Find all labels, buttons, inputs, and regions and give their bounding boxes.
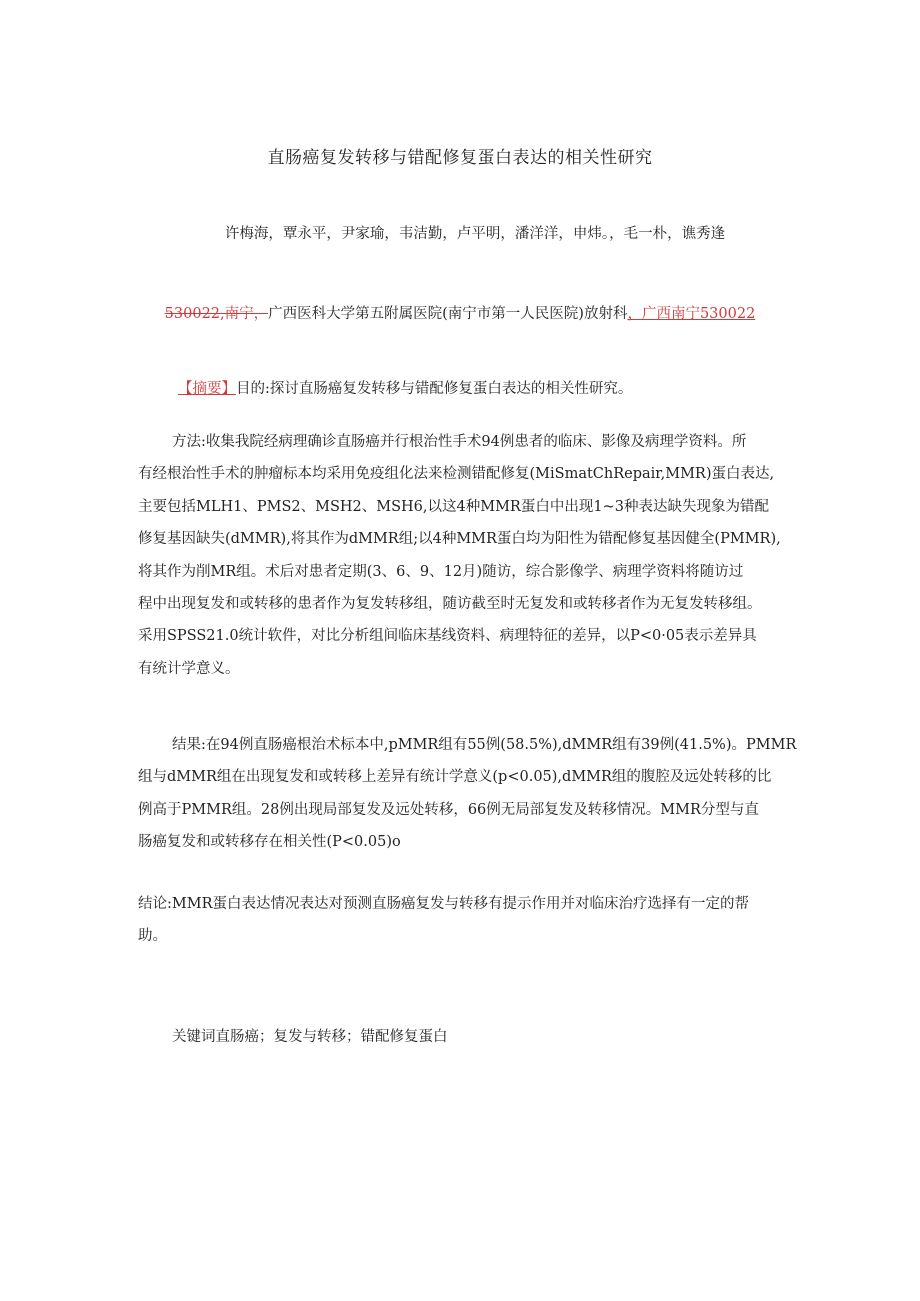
results-line: 组与dMMR组在出现复发和或转移上差异有统计学意义(p<0.05),dMMR组的腹腔及远处转移的比 [138,769,772,786]
objective-text: 目的:探讨直肠癌复发转移与错配修复蛋白表达的相关性研究。 [236,381,633,397]
conclusion-line: 助。 [138,928,167,945]
keywords-line: 关键词直肠癌；复发与转移；错配修复蛋白 [172,1029,448,1045]
methods-line: 程中出现复发和或转移的患者作为复发转移组，随访截至时无复发和或转移者作为无复发转移组。 [138,596,762,613]
affiliation-line [0,302,920,323]
methods-line: 有统计学意义。 [138,660,240,677]
methods-line: 采用SPSS21.0统计软件，对比分析组间临床基线资料、病理特征的差异，以P<0·05表示差异具 [138,628,757,645]
abstract-tag: 【摘要】 [178,381,236,397]
paper-title: 直肠癌复发转移与错配修复蛋白表达的相关性研究 [267,148,653,168]
conclusion-paragraph [138,888,810,953]
conclusion-line: 结论:MMR蛋白表达情况表达对预测直肠癌复发与转移有提示作用并对临床治疗选择有一定的帮 [138,896,749,912]
methods-line: 有经根治性手术的肿瘤标本均采用免疫组化法来检测错配修复(MiSmatChRepair,MMR)蛋白表达, [138,466,775,483]
affiliation-main: 广西医科大学第五附属医院(南宁市第一人民医院)放射科 [268,306,628,322]
results-line: 例高于PMMR组。28例出现局部复发及远处转移，66例无局部复发及转移情况。MMR分型与直 [138,801,759,818]
deleted-revision-text: 530022,南宁， [164,306,269,322]
results-line: 结果:在94例直肠癌根治术标本中,pMMR组有55例(58.5%),dMMR组有39例(41.5%)。PMMR [172,737,797,753]
author-list: 许梅海，覃永平，尹家瑜，韦洁勤，卢平明，潘洋洋，申炜。，毛一朴，谯秀逢 [224,226,726,242]
methods-line: 主要包括MLH1、PMS2、MSH2、MSH6,以这4种MMR蛋白中出现1~3种表达缺失现象为错配 [138,498,769,515]
results-line: 肠癌复发和或转移存在相关性(P<0.05)o [138,834,401,851]
methods-line: 将其作为削MR组。术后对患者定期(3、6、9、12月)随访，综合影像学、病理学资料将随访过 [138,563,744,580]
methods-line: 方法:收集我院经病理确诊直肠癌并行根治性手术94例患者的临床、影像及病理学资料。所 [172,434,747,450]
inserted-revision-text: ，广西南宁530022 [627,306,756,322]
abstract-objective [178,377,632,398]
results-paragraph [138,729,810,859]
methods-line: 修复基因缺失(dMMR),将其作为dMMR组;以4种MMR蛋白均为阳性为错配修复基因健全(PMMR), [138,531,781,548]
methods-paragraph [138,426,810,685]
